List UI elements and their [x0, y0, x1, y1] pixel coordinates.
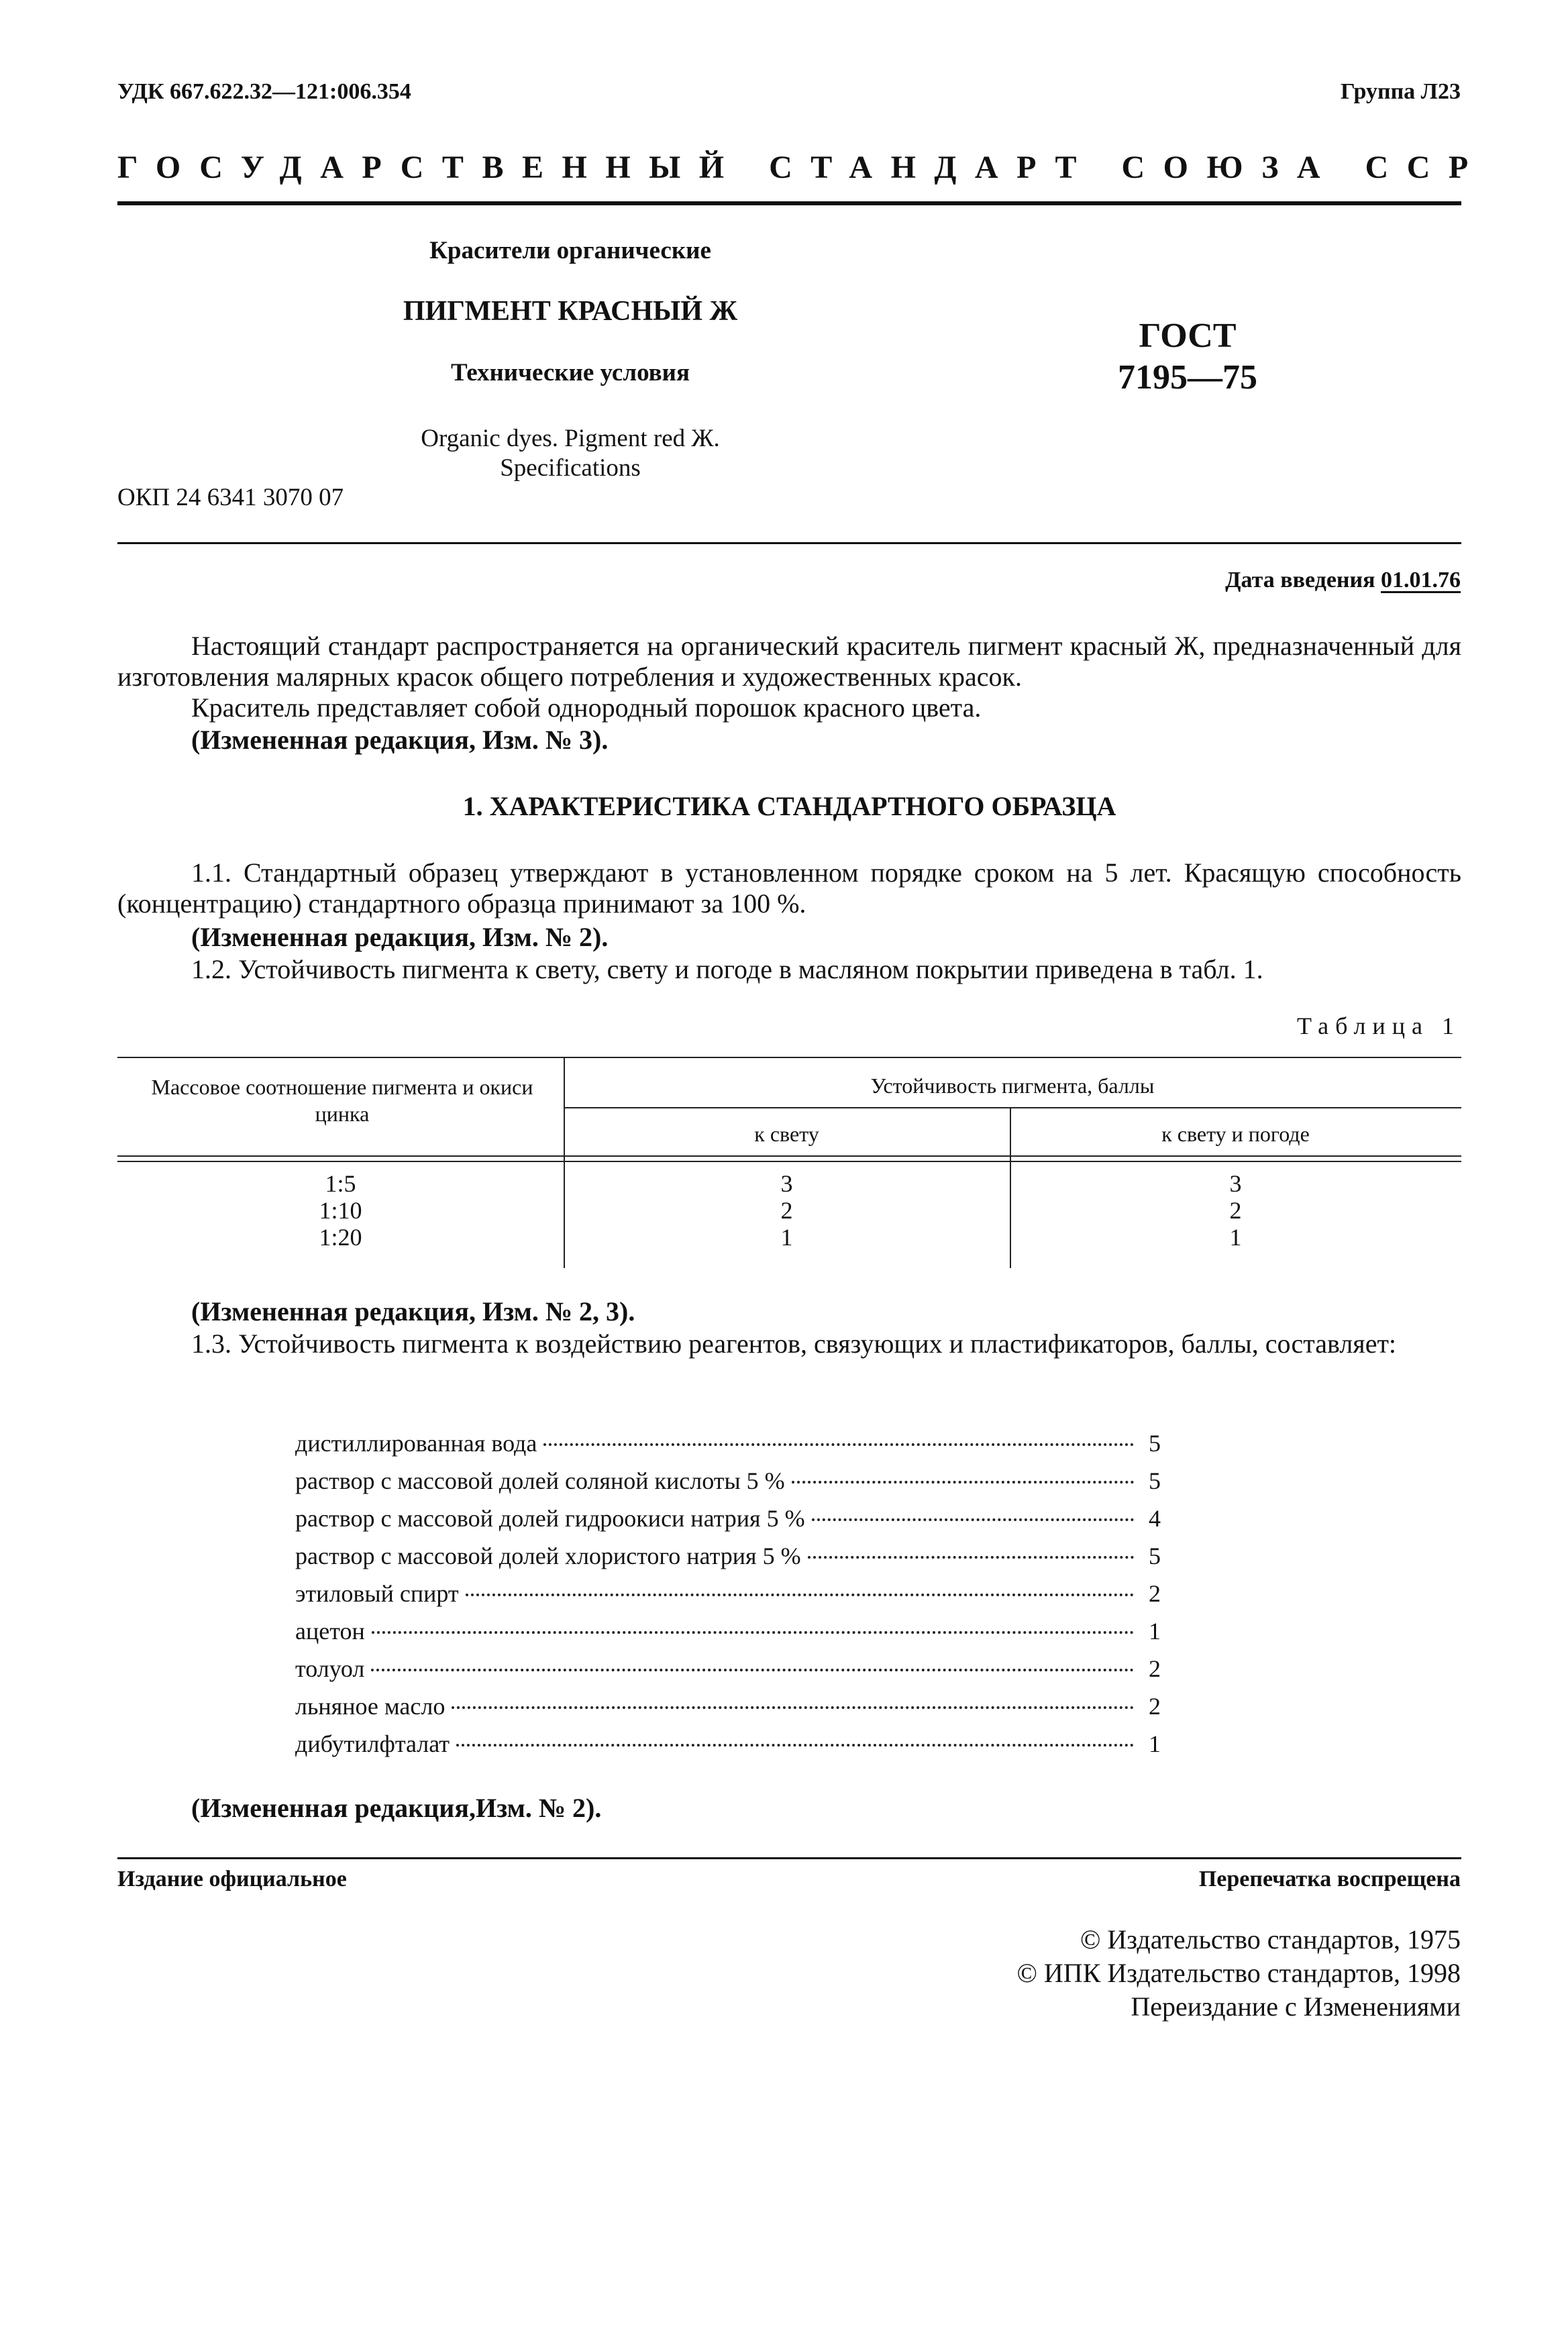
reagent-name: льняное масло — [295, 1693, 446, 1720]
reagent-name: ацетон — [295, 1618, 365, 1645]
udk-code: УДК 667.622.32—121:006.354 — [117, 79, 411, 104]
table-header-group: Устойчивость пигмента, баллы — [870, 1074, 1155, 1098]
reagent-row — [295, 1687, 1161, 1725]
reagent-row — [295, 1500, 1161, 1537]
table-header-light-weather: к свету и погоде — [1161, 1122, 1310, 1146]
section-heading: 1. ХАРАКТЕРИСТИКА СТАНДАРТНОГО ОБРАЗЦА — [462, 791, 1116, 821]
intro-paragraph-2: Краситель представляет собой однородный порошок красного цвета. — [191, 692, 982, 723]
table-cell-light: 2 — [780, 1197, 793, 1224]
intro-edit-note: (Измененная редакция, Изм. № 3). — [191, 725, 609, 755]
reagent-row — [295, 1424, 1161, 1462]
reagent-row — [295, 1575, 1161, 1612]
table-header-light: к свету — [754, 1122, 819, 1146]
reagent-name: раствор с массовой долей гидроокиси натрия 5 % — [295, 1505, 805, 1532]
intro-date-label: Дата введения — [1225, 568, 1375, 592]
leader-dots — [456, 1744, 1134, 1747]
reagent-name: этиловый спирт — [295, 1580, 459, 1607]
table-row — [117, 1224, 1461, 1251]
reagent-name: дибутилфталат — [295, 1730, 450, 1757]
table-cell-light: 3 — [780, 1170, 793, 1197]
english-title-line1: Organic dyes. Pigment red Ж. — [421, 425, 720, 452]
reagent-score: 4 — [1149, 1505, 1161, 1532]
leader-dots — [812, 1518, 1134, 1521]
reagent-row — [295, 1612, 1161, 1650]
reissue-note: Переиздание с Изменениями — [1131, 1991, 1461, 2022]
table-header-bottom-rule — [117, 1155, 1461, 1157]
table-top-rule — [117, 1057, 1461, 1058]
clause-1-1: 1.1. Стандартный образец утверждают в установленном порядке сроком на 5 лет. Красящую способность (концентрацию) стандартного образца принимают за 100 %. — [117, 857, 1461, 919]
reagent-name: раствор с массовой долей соляной кислоты 5 % — [295, 1467, 785, 1494]
table-row — [117, 1170, 1461, 1197]
reagent-score: 5 — [1149, 1543, 1161, 1569]
reagent-name: дистиллированная вода — [295, 1430, 537, 1457]
title-rule — [117, 542, 1461, 544]
reagent-score: 5 — [1149, 1430, 1161, 1457]
table-edit-note: (Измененная редакция, Изм. № 2, 3). — [191, 1296, 635, 1326]
reagent-score: 5 — [1149, 1467, 1161, 1494]
copyright-block — [1017, 1923, 1461, 2024]
table-cell-ratio: 1:10 — [319, 1197, 362, 1224]
table-cell-light-weather: 2 — [1229, 1197, 1242, 1224]
reagent-name: раствор с массовой долей хлористого натрия 5 % — [295, 1543, 801, 1569]
gost-label: ГОСТ — [1139, 317, 1237, 355]
group-code: Группа Л23 — [1341, 79, 1461, 104]
reagent-score: 2 — [1149, 1655, 1161, 1682]
table-caption: Таблица 1 — [1297, 1012, 1461, 1039]
leader-dots — [808, 1556, 1134, 1559]
reagent-score: 1 — [1149, 1618, 1161, 1645]
leader-dots — [452, 1706, 1134, 1709]
table-header-bottom-rule-2 — [117, 1161, 1461, 1162]
leader-dots — [372, 1631, 1134, 1634]
clause-1-1-edit-note: (Измененная редакция, Изм. № 2). — [191, 922, 609, 952]
gost-designation — [1074, 315, 1302, 399]
reagents-edit-note: (Измененная редакция,Изм. № 2). — [191, 1793, 602, 1823]
table-subheader-rule — [564, 1107, 1461, 1108]
document-title: ПИГМЕНТ КРАСНЫЙ Ж — [403, 296, 738, 327]
copyright-1998: © ИПК Издательство стандартов, 1998 — [1016, 1958, 1461, 1988]
leader-dots — [543, 1443, 1134, 1446]
clause-1-2: 1.2. Устойчивость пигмента к свету, свету и погоде в масляном покрытии приведена в табл. 1. — [191, 954, 1263, 984]
table-cell-light: 1 — [780, 1224, 793, 1251]
official-edition: Издание официальное — [117, 1867, 347, 1891]
table-cell-ratio: 1:20 — [319, 1224, 362, 1251]
reagent-score: 2 — [1149, 1580, 1161, 1607]
clause-1-3: 1.3. Устойчивость пигмента к воздействию реагентов, связующих и пластификаторов, баллы, составляет: — [191, 1329, 1397, 1359]
leader-dots — [371, 1669, 1134, 1671]
reprint-prohibited: Перепечатка воспрещена — [1198, 1867, 1461, 1891]
intro-date-value: 01.01.76 — [1381, 568, 1461, 592]
reagent-row — [295, 1462, 1161, 1500]
gost-number: 7195—75 — [1118, 358, 1257, 397]
header-rule — [117, 201, 1461, 205]
table-body — [117, 1170, 1461, 1251]
reagent-score: 1 — [1149, 1730, 1161, 1757]
copyright-1975: © Издательство стандартов, 1975 — [1080, 1924, 1461, 1955]
table-cell-ratio: 1:5 — [325, 1170, 356, 1197]
reagent-row — [295, 1650, 1161, 1687]
english-title — [302, 424, 839, 483]
leader-dots — [466, 1594, 1134, 1596]
table-row — [117, 1197, 1461, 1224]
reagent-score: 2 — [1149, 1693, 1161, 1720]
table-cell-light-weather: 3 — [1229, 1170, 1242, 1197]
intro-date — [1225, 568, 1461, 593]
okp-code: ОКП 24 6341 3070 07 — [117, 484, 344, 511]
footer-rule — [117, 1857, 1461, 1859]
reagent-row — [295, 1537, 1161, 1575]
english-title-line2: Specifications — [500, 454, 641, 482]
reagent-name: толуол — [295, 1655, 365, 1682]
table-header-ratio: Массовое соотношение пигмента и окиси цинка — [151, 1075, 533, 1126]
document-subtitle: Технические условия — [451, 359, 690, 386]
intro-paragraph: Настоящий стандарт распространяется на органический краситель пигмент красный Ж, предназначенный для изготовления малярных красок общего потребления и художественных красок. — [117, 631, 1461, 692]
table-cell-light-weather: 1 — [1229, 1224, 1242, 1251]
category-title: Красители органические — [429, 237, 711, 264]
reagent-row — [295, 1725, 1161, 1763]
leader-dots — [792, 1481, 1134, 1484]
state-standard-banner: ГОСУДАРСТВЕННЫЙ СТАНДАРТ СОЮЗА ССР — [117, 150, 1487, 185]
